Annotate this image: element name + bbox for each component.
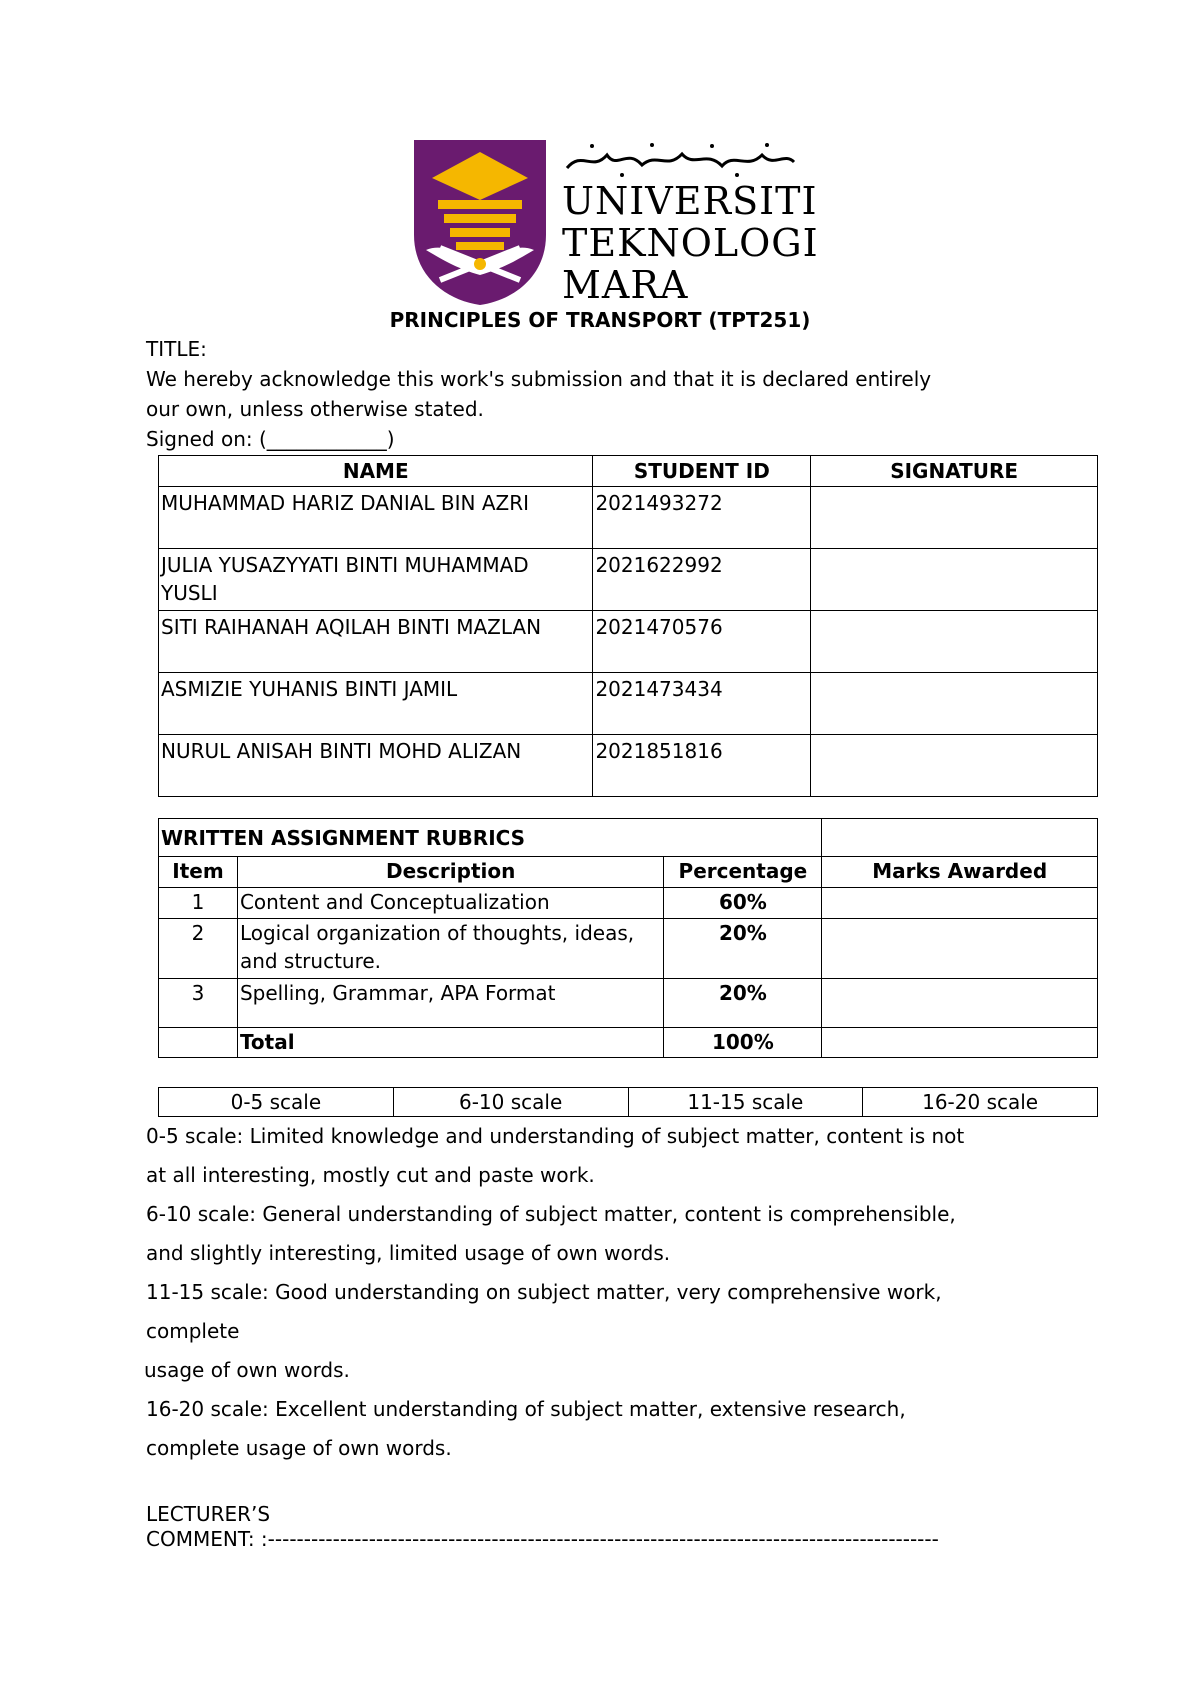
table-row: [159, 487, 1098, 549]
declaration-line-1: We hereby acknowledge this work's submission and that it is declared entirely: [146, 367, 932, 391]
table-row: [159, 919, 1098, 979]
scale-desc-4-line-2: complete usage of own words.: [146, 1436, 452, 1460]
header-description: Description: [237, 857, 663, 888]
header-marks-awarded: Marks Awarded: [822, 857, 1098, 888]
table-header-row: [159, 456, 1098, 487]
rubrics-title: WRITTEN ASSIGNMENT RUBRICS: [159, 819, 822, 857]
comment-label: COMMENT: :---------------------------------------------------------------------------------------------: [146, 1527, 939, 1551]
total-percentage: 100%: [664, 1028, 822, 1058]
student-name: ASMIZIE YUHANIS BINTI JAMIL: [159, 673, 593, 735]
header-percentage: Percentage: [664, 857, 822, 888]
scale-desc-4-line-1: 16-20 scale: Excellent understanding of subject matter, extensive research,: [146, 1397, 906, 1421]
signature-cell[interactable]: [811, 735, 1098, 797]
total-label: Total: [237, 1028, 663, 1058]
rubric-percentage: 20%: [664, 979, 822, 1028]
student-id: 2021473434: [593, 673, 811, 735]
university-name-line1: UNIVERSITI: [562, 179, 818, 223]
rubrics-total-row: [159, 1028, 1098, 1058]
rubrics-title-row: [159, 819, 1098, 857]
student-name: SITI RAIHANAH AQILAH BINTI MAZLAN: [159, 611, 593, 673]
signature-cell[interactable]: [811, 611, 1098, 673]
students-table: [158, 455, 1098, 797]
rubric-item: 2: [159, 919, 238, 979]
student-id: 2021851816: [593, 735, 811, 797]
marks-awarded-cell[interactable]: [822, 979, 1098, 1028]
signature-cell[interactable]: [811, 487, 1098, 549]
header-name: NAME: [159, 456, 593, 487]
jawi-script-icon: [562, 140, 797, 178]
rubrics-title-blank: [822, 819, 1098, 857]
student-id: 2021493272: [593, 487, 811, 549]
rubric-description: Spelling, Grammar, APA Format: [237, 979, 663, 1028]
uitm-logo: [410, 140, 819, 307]
scale-desc-3-line-2: complete: [146, 1319, 240, 1343]
table-row: [159, 549, 1098, 611]
scales-table: [158, 1087, 1098, 1117]
table-row: [159, 888, 1098, 919]
student-name: NURUL ANISAH BINTI MOHD ALIZAN: [159, 735, 593, 797]
rubrics-header-row: [159, 857, 1098, 888]
scale-16-20: 16-20 scale: [863, 1088, 1098, 1117]
university-name-line2: TEKNOLOGI: [562, 221, 819, 265]
scale-0-5: 0-5 scale: [159, 1088, 394, 1117]
scale-11-15: 11-15 scale: [628, 1088, 863, 1117]
signature-cell[interactable]: [811, 549, 1098, 611]
scale-desc-2-line-1: 6-10 scale: General understanding of subject matter, content is comprehensible,: [146, 1202, 956, 1226]
header-student-id: STUDENT ID: [593, 456, 811, 487]
rubric-description: Logical organization of thoughts, ideas, and structure.: [237, 919, 663, 979]
scale-desc-3-line-1: 11-15 scale: Good understanding on subject matter, very comprehensive work,: [146, 1280, 942, 1304]
table-row: [159, 673, 1098, 735]
table-row: [159, 1088, 1098, 1117]
total-marks-cell[interactable]: [822, 1028, 1098, 1058]
rubric-item: 1: [159, 888, 238, 919]
scale-desc-2-line-2: and slightly interesting, limited usage of own words.: [146, 1241, 671, 1265]
signed-on: Signed on: (____________): [146, 427, 395, 451]
scale-desc-3-line-3: usage of own words.: [144, 1358, 350, 1382]
rubric-percentage: 20%: [664, 919, 822, 979]
header-item: Item: [159, 857, 238, 888]
university-name: [562, 179, 819, 308]
student-name: MUHAMMAD HARIZ DANIAL BIN AZRI: [159, 487, 593, 549]
rubric-percentage: 60%: [664, 888, 822, 919]
marks-awarded-cell[interactable]: [822, 919, 1098, 979]
table-row: [159, 735, 1098, 797]
student-id: 2021470576: [593, 611, 811, 673]
table-row: [159, 979, 1098, 1028]
rubrics-table: [158, 818, 1098, 1058]
rubric-item: 3: [159, 979, 238, 1028]
scale-desc-1-line-2: at all interesting, mostly cut and paste work.: [146, 1163, 595, 1187]
scale-6-10: 6-10 scale: [393, 1088, 628, 1117]
student-id: 2021622992: [593, 549, 811, 611]
uitm-crest-icon: [410, 140, 550, 305]
title-label: TITLE:: [146, 337, 207, 361]
course-title: PRINCIPLES OF TRANSPORT (TPT251): [389, 308, 811, 332]
marks-awarded-cell[interactable]: [822, 888, 1098, 919]
header-signature: SIGNATURE: [811, 456, 1098, 487]
scale-desc-1-line-1: 0-5 scale: Limited knowledge and understanding of subject matter, content is not: [146, 1124, 965, 1148]
university-name-line3: MARA: [562, 263, 689, 307]
declaration-line-2: our own, unless otherwise stated.: [146, 397, 484, 421]
lecturer-label: LECTURER’S: [146, 1502, 271, 1526]
signature-cell[interactable]: [811, 673, 1098, 735]
student-name: JULIA YUSAZYYATI BINTI MUHAMMAD YUSLI: [159, 549, 593, 611]
total-blank: [159, 1028, 238, 1058]
rubric-description: Content and Conceptualization: [237, 888, 663, 919]
table-row: [159, 611, 1098, 673]
